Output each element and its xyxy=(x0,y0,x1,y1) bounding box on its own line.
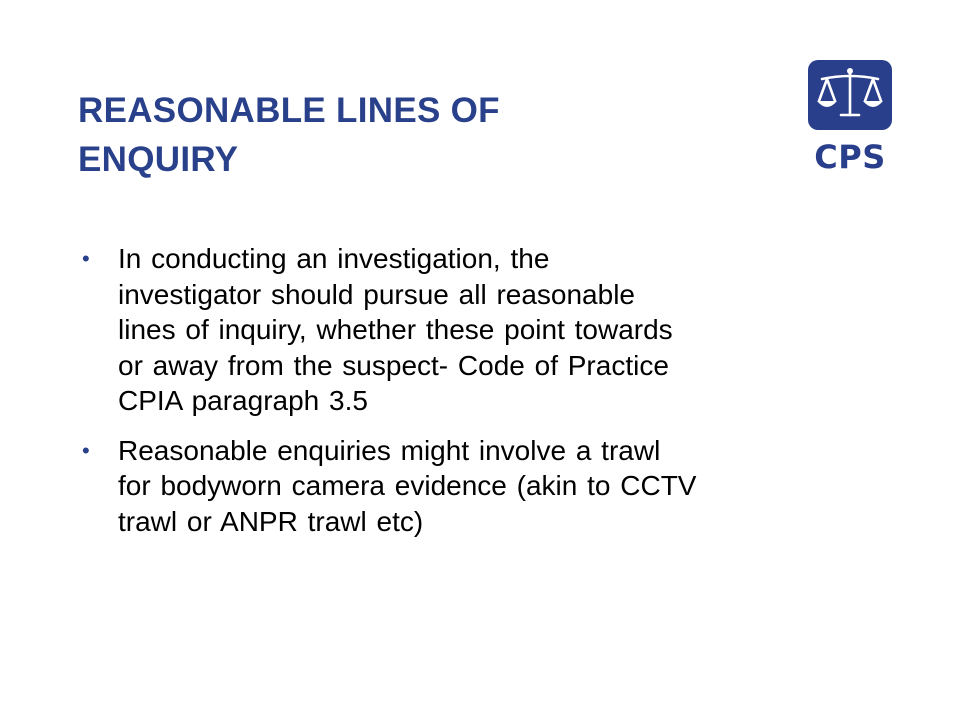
list-item xyxy=(82,241,872,419)
slide-title xyxy=(78,86,678,184)
bullet-line: investigator should pursue all reasonable xyxy=(118,278,635,310)
bullet-line: In conducting an investigation, the xyxy=(118,243,550,274)
bullet-line: trawl or ANPR trawl etc) xyxy=(118,505,424,537)
bullet-line: or away from the suspect- Code of Practice xyxy=(118,349,669,381)
bullet-list xyxy=(82,241,872,553)
logo-text: CPS xyxy=(814,138,886,176)
scales-of-justice-icon xyxy=(808,60,892,130)
list-item xyxy=(82,433,872,540)
bullet-icon: • xyxy=(82,246,90,271)
bullet-line: lines of inquiry, whether these point towards xyxy=(118,314,673,345)
cps-logo xyxy=(808,60,892,180)
bullet-line: for bodyworn camera evidence (akin to CCTV xyxy=(118,470,697,501)
slide-title-line-1: REASONABLE LINES OF xyxy=(78,91,500,130)
bullet-line: Reasonable enquiries might involve a trawl xyxy=(118,434,661,466)
bullet-line: CPIA paragraph 3.5 xyxy=(118,385,368,416)
bullet-icon: • xyxy=(82,437,90,463)
slide-title-line-2: ENQUIRY xyxy=(78,140,239,179)
bullet-text xyxy=(118,241,872,419)
bullet-text xyxy=(118,433,872,540)
